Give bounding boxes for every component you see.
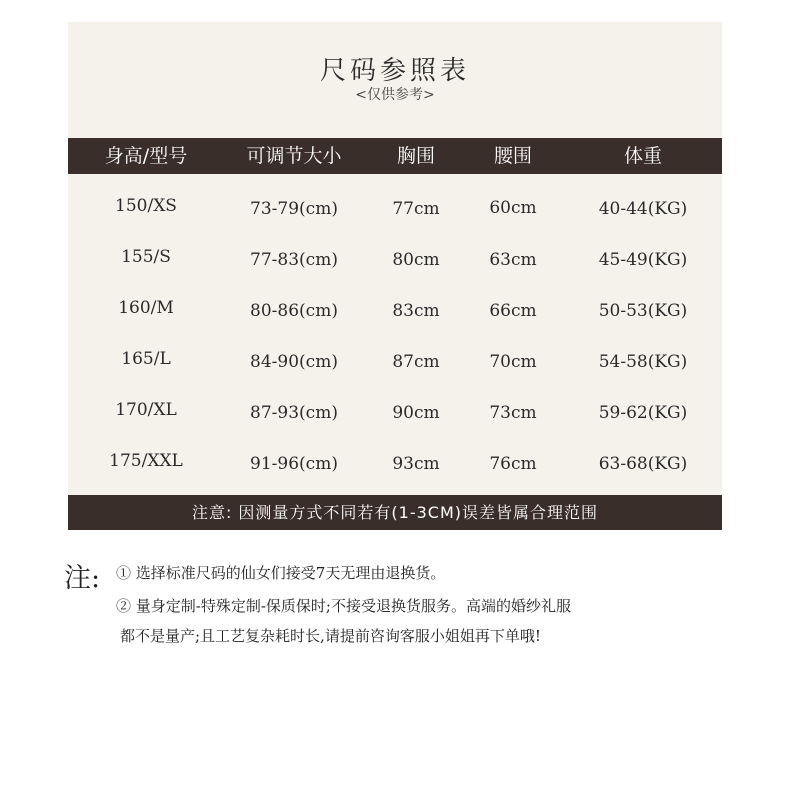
- cell-size: 155/S: [121, 247, 171, 267]
- cell-weight: 50-53(KG): [598, 301, 688, 321]
- header-waist: 腰围: [493, 145, 533, 167]
- table-row: [68, 451, 722, 501]
- chart-subtitle: <仅供参考>: [355, 87, 435, 103]
- notes-label: 注:: [64, 563, 101, 594]
- cell-weight: 40-44(KG): [598, 199, 688, 219]
- cell-bust: 87cm: [392, 352, 440, 372]
- cell-waist: 66cm: [489, 301, 537, 321]
- table-row: [68, 196, 722, 246]
- cell-bust: 83cm: [392, 301, 440, 321]
- cell-size: 170/XL: [115, 400, 177, 420]
- size-chart-card: [68, 22, 722, 530]
- cell-size: 175/XXL: [109, 451, 183, 471]
- chart-title: 尺码参照表: [319, 56, 470, 86]
- cell-weight: 63-68(KG): [598, 454, 688, 474]
- header-weight: 体重: [623, 145, 663, 167]
- note-line-3: 都不是量产;且工艺复杂耗时长,请提前咨询客服小姐姐再下单哦!: [120, 627, 541, 645]
- cell-bust: 80cm: [392, 250, 440, 270]
- cell-size: 165/L: [121, 349, 171, 369]
- note-line-2: ② 量身定制-特殊定制-保质保时;不接受退换货服务。高端的婚纱礼服: [116, 597, 571, 615]
- cell-size: 150/XS: [115, 196, 177, 216]
- cell-bust: 93cm: [392, 454, 440, 474]
- cell-size: 160/M: [118, 298, 174, 318]
- measurement-note: 注意: 因测量方式不同若有(1-3CM)误差皆属合理范围: [68, 495, 722, 530]
- cell-waist: 63cm: [489, 250, 537, 270]
- header-adjustable-size: 可调节大小: [246, 145, 342, 167]
- cell-bust: 90cm: [392, 403, 440, 423]
- table-row: [68, 247, 722, 297]
- cell-bust: 77cm: [392, 199, 440, 219]
- cell-adjustable: 84-90(cm): [250, 352, 338, 372]
- cell-weight: 59-62(KG): [598, 403, 688, 423]
- cell-adjustable: 87-93(cm): [250, 403, 338, 423]
- table-row: [68, 298, 722, 348]
- table-row: [68, 400, 722, 450]
- cell-waist: 70cm: [489, 352, 537, 372]
- cell-adjustable: 91-96(cm): [250, 454, 338, 474]
- cell-waist: 60cm: [489, 198, 537, 218]
- cell-waist: 76cm: [489, 454, 537, 474]
- cell-weight: 45-49(KG): [598, 250, 688, 270]
- table-row: [68, 349, 722, 399]
- cell-adjustable: 73-79(cm): [250, 199, 338, 219]
- header-height-size: 身高/型号: [104, 145, 188, 167]
- cell-weight: 54-58(KG): [598, 352, 688, 372]
- cell-waist: 73cm: [489, 403, 537, 423]
- header-bust: 胸围: [396, 145, 436, 167]
- cell-adjustable: 80-86(cm): [250, 301, 338, 321]
- note-line-1: ① 选择标准尺码的仙女们接受7天无理由退换货。: [116, 564, 446, 582]
- cell-adjustable: 77-83(cm): [250, 250, 338, 270]
- table-header: [68, 138, 722, 174]
